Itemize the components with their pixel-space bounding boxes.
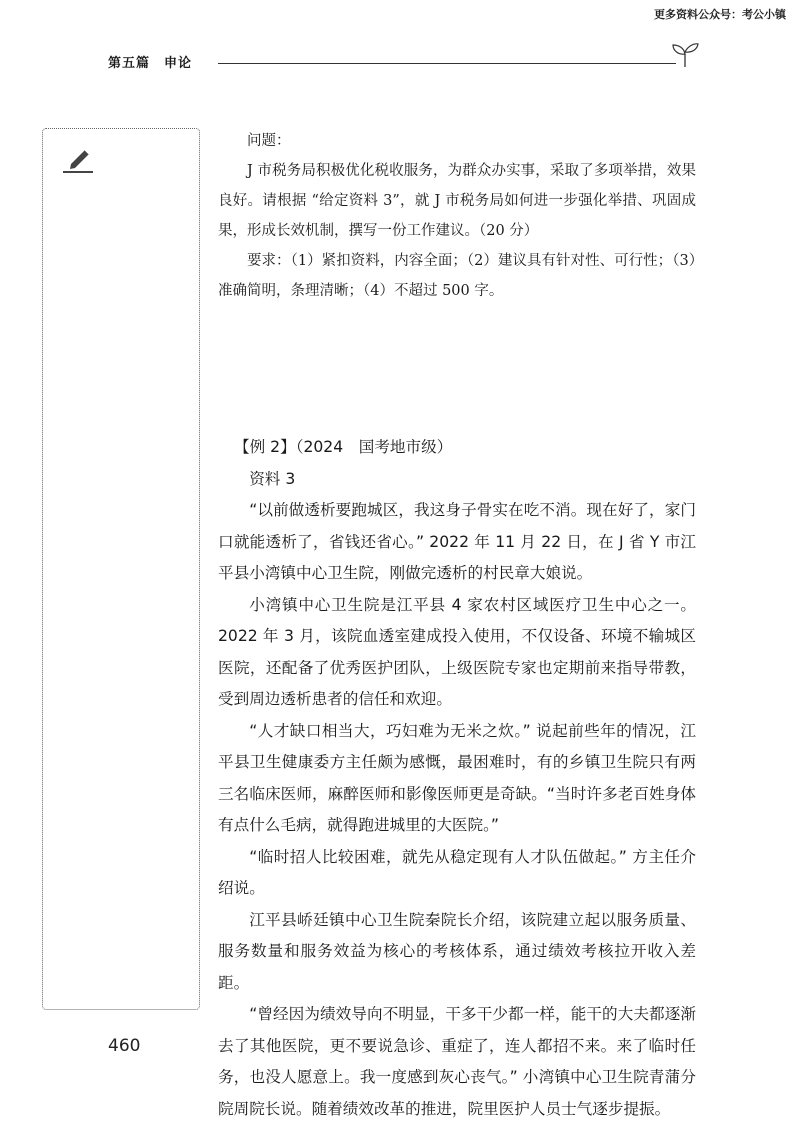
page-header <box>108 50 700 72</box>
material-label: 资料 3 <box>249 469 296 488</box>
header-rule <box>218 63 676 64</box>
paragraph: 江平县峤廷镇中心卫生院秦院长介绍，该院建立起以服务质量、服务数量和服务效益为核心的考核体系，通过绩效考核拉开收入差距。 <box>218 910 696 992</box>
note-box <box>42 128 200 1010</box>
sprout-icon <box>670 40 700 68</box>
watermark: 更多资料公众号：考公小镇 <box>654 8 786 21</box>
pencil-icon <box>61 147 95 173</box>
question-requirements: 要求：（1）紧扣资料，内容全面；（2）建议具有针对性、可行性；（3）准确简明，条理清晰；（4）不超过 500 字。 <box>218 253 696 299</box>
paragraph: “以前做透析要跑城区，我这身子骨实在吃不消。现在好了，家门口就能透析了，省钱还省心。” 2022 年 11 月 22 日，在 J 省 Y 市江平县小湾镇中心卫生院，刚做完透析的村民章大娘说。 <box>218 501 696 582</box>
question-label: 问题： <box>247 133 291 149</box>
question-body: J 市税务局积极优化税收服务，为群众办实事，采取了多项举措，效果良好。请根据 “给定资料 3”，就 J 市税务局如何进一步强化举措、巩固成果，形成长效机制，撰写一份工作建议。（20 分） <box>218 163 696 239</box>
example-heading: 【例 2】（2024 国考地市级） <box>234 438 453 456</box>
paragraph: “曾经因为绩效导向不明显，干多干少都一样，能干的大夫都逐渐去了其他医院，更不要说急诊、重症了，连人都招不来。来了临时任务，也没人愿意上。我一度感到灰心丧气。” 小湾镇中心卫生院青蒲分院周院长说。随着绩效改革的推进，院里医护人员士气逐步提振。 <box>218 1005 696 1118</box>
paragraph: “临时招人比较困难，就先从稳定现有人才队伍做起。” 方主任介绍说。 <box>218 847 696 897</box>
example-block <box>218 432 696 1125</box>
paragraph: 小湾镇中心卫生院是江平县 4 家农村区域医疗卫生中心之一。2022 年 3 月，该院血透室建成投入使用，不仅设备、环境不输城区医院，还配备了优秀医护团队，上级医院专家也定期前来指导带教，受到周边透析患者的信任和欢迎。 <box>218 595 696 708</box>
section-title: 第五篇 申论 <box>108 56 193 71</box>
question-block <box>218 126 696 306</box>
page-number: 460 <box>108 1036 141 1056</box>
paragraph: “人才缺口相当大，巧妇难为无米之炊。” 说起前些年的情况，江平县卫生健康委方主任颇为感慨，最困难时，有的乡镇卫生院只有两三名临床医师，麻醉医师和影像医师更是奇缺。“当时许多老百姓身体有点什么毛病，就得跑进城里的大医院。” <box>218 721 696 834</box>
